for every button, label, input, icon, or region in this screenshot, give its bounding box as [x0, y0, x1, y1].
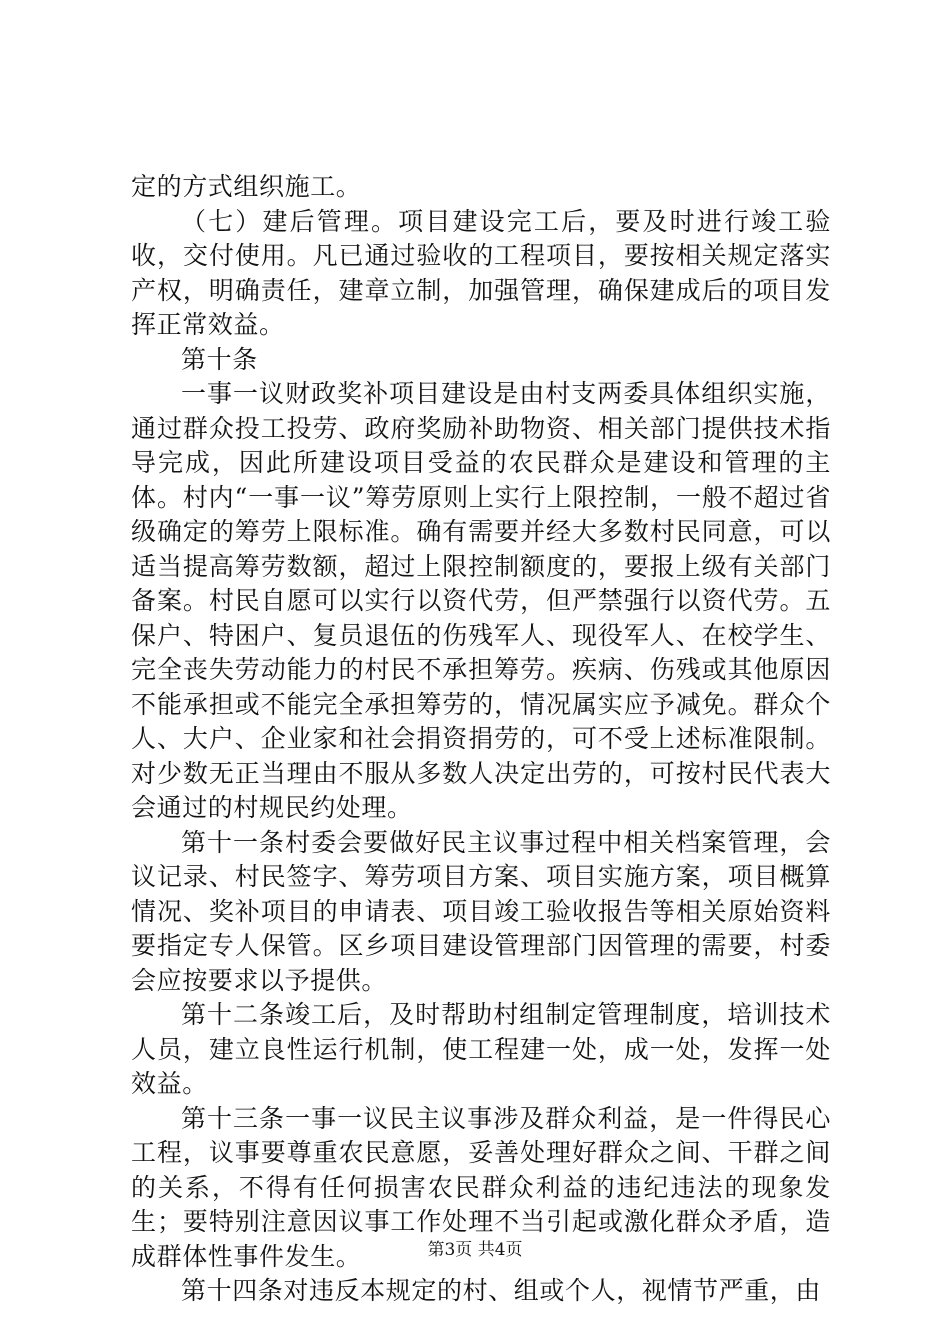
- article-12: 第十二条竣工后，及时帮助村组制定管理制度，培训技术人员，建立良性运行机制，使工程建一处，成一处，发挥一处效益。: [131, 1000, 831, 1098]
- article-10-body: 一事一议财政奖补项目建设是由村支两委具体组织实施，通过群众投工投劳、政府奖励补助物资、相关部门提供技术指导完成，因此所建设项目受益的农民群众是建设和管理的主体。村内“一事一议”筹劳原则上实行上限控制，一般不超过省级确定的筹劳上限标准。确有需要并经大多数村民同意，可以适当提高筹劳数额，超过上限控制额度的，要报上级有关部门备案。村民自愿可以实行以资代劳，但严禁强行以资代劳。五保户、特困户、复员退伍的伤残军人、现役军人、在校学生、完全丧失劳动能力的村民不承担筹劳。疾病、伤残或其他原因不能承担或不能完全承担筹劳的，情况属实应予减免。群众个人、大户、企业家和社会捐资捐劳的，可不受上述标准限制。对少数无正当理由不服从多数人决定出劳的，可按村民代表大会通过的村规民约处理。: [131, 379, 831, 822]
- article-14: 第十四条对违反本规定的村、组或个人，视情节严重，由: [181, 1276, 822, 1305]
- article-13: 第十三条一事一议民主议事涉及群众利益，是一件得民心工程，议事要尊重农民意愿，妥善处理好群众之间、干群之间的关系，不得有任何损害农民群众利益的违纪违法的现象发生；要特别注意因议事工作处理不当引起或激化群众矛盾，造成群体性事件发生。: [131, 1103, 831, 1271]
- article-11: 第十一条村委会要做好民主议事过程中相关档案管理，会议记录、村民签字、筹劳项目方案、项目实施方案，项目概算情况、奖补项目的申请表、项目竣工验收报告等相关原始资料要指定专人保管。区乡项目建设管理部门因管理的需要，村委会应按要求以予提供。: [131, 827, 831, 995]
- article-10-heading: 第十条: [181, 344, 258, 374]
- page-number-footer: 第3页 共4页: [427, 1240, 523, 1260]
- paragraph-post-construction-management: （七）建后管理。项目建设完工后，要及时进行竣工验收，交付使用。凡已通过验收的工程项目，要按相关规定落实产权，明确责任，建章立制，加强管理，确保建成后的项目发挥正常效益。: [131, 206, 831, 339]
- paragraph-continuation: 定的方式组织施工。: [131, 172, 362, 201]
- document-body: [131, 170, 831, 1309]
